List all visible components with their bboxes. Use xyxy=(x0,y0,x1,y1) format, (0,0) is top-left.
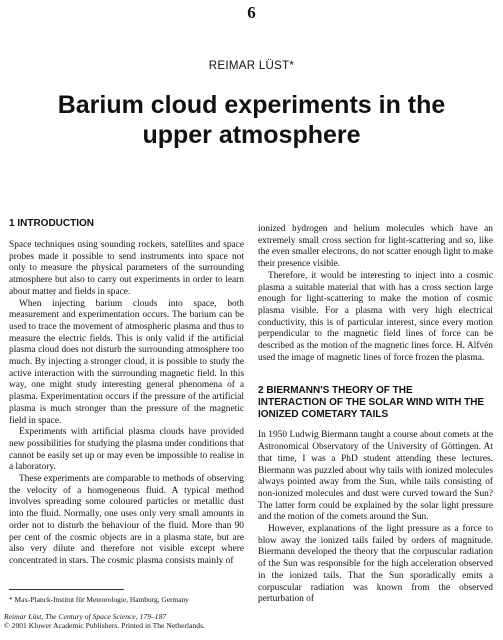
paragraph: In 1950 Ludwig Biermann taught a course about comets at the Astronomical Observatory of the University of Göttingen. At that time, I was a PhD student attending these lectures. Biermann was puzzled about why tails with ionized molecules always pointed away from the Sun, while tails consisting of non-ionized molecules and dust were curved toward the Sun? The latter form could be explained by the solar light pressure and the motion of the comets around the Sun. xyxy=(258,430,493,523)
page-title xyxy=(0,90,503,150)
page-footer xyxy=(4,612,205,630)
paragraph: However, explanations of the light pressure as a force to blow away the ionized tails failed by orders of magnitude. Biermann developed the theory that the corpuscular radiation of the Sun was responsible for the high acceleration observed in the ionized tails. That the Sun sporadically emits a corpuscular radiation was known from the observed perturbation of xyxy=(258,524,493,605)
right-column xyxy=(258,224,493,606)
footnote: * Max-Planck-Institut für Meteorologie, Hamburg, Germany xyxy=(9,595,189,604)
citation-line: Reimar Lüst, The Century of Space Science, 179–187 xyxy=(4,612,167,621)
paragraph: These experiments are comparable to methods of observing the velocity of a homogeneous fluid. A typical method involves spreading some coloured particles or metallic dust into the fluid. Normally, one uses only very small amounts in order not to disturb the behaviour of the fluid. More than 90 per cent of the cosmic objects are in a plasma state, but are also very dilute and therefore not visible except where concentrated in stars. The cosmic plasma consists mainly of xyxy=(9,474,244,566)
section-2-heading-line: 2 BIERMANN'S THEORY OF THE xyxy=(258,385,413,397)
copyright-line: © 2001 Kluwer Academic Publishers. Printed in The Netherlands. xyxy=(4,621,205,630)
paragraph: Space techniques using sounding rockets, satellites and space probes made it possible to send instruments into space not only to measure the physical parameters of the surrounding atmosphere but also to carry out experiments in order to learn about matter and fields in space. xyxy=(9,240,244,297)
chapter-number: 6 xyxy=(247,3,256,22)
author: REIMAR LÜST* xyxy=(208,60,295,72)
paragraph: Therefore, it would be interesting to inject into a cosmic plasma a suitable material that with has a cross section large enough for light-scattering to make the motion of cosmic plasma visible. For a plasma with very high electrical conductivity, this is of particular interest, since every motion perpendicular to the magnetic field lines of force can be described as the motion of the magnetic lines force. H. Alfvén used the image of magnetic lines of force frozen the plasma. xyxy=(258,270,493,363)
section-2-heading-line: INTERACTION OF THE SOLAR WIND WITH THE xyxy=(258,397,485,409)
footnote-rule xyxy=(9,589,124,590)
title-line-2: upper atmosphere xyxy=(142,121,361,149)
section-1-heading: 1 INTRODUCTION xyxy=(9,218,94,229)
section-2-heading-line: IONIZED COMETARY TAILS xyxy=(258,409,389,421)
section-2-heading xyxy=(258,385,493,421)
paragraph: ionized hydrogen and helium molecules which have an extremely small cross section for light-scattering and so, like the even smaller electrons, do not scatter enough light to make their presence visible. xyxy=(258,224,493,270)
section-2 xyxy=(258,385,493,606)
left-column xyxy=(9,218,244,568)
paragraph: When injecting barium clouds into space, both measurement and experimentation occurs. The barium can be used to trace the movement of atmospheric plasma and thus to measure the electric fields. This is only valid if the artificial plasma cloud does not disturb the surrounding atmosphere too much. By injecting a stronger cloud, it is possible to study the active interaction with the surrounding magnetic field. In this way, one might study interesting general phenomena of a plasma. Experimentation occurs if the pressure of the artificial plasma is much stronger than the pressure of the magnetic field in space. xyxy=(9,298,244,426)
paragraph: Experiments with artificial plasma clouds have provided new possibilities for studying the plasma under conditions that cannot be easily set up or may even be impossible to realise in a laboratory. xyxy=(9,427,244,473)
title-line-1: Barium cloud experiments in the xyxy=(57,91,446,119)
